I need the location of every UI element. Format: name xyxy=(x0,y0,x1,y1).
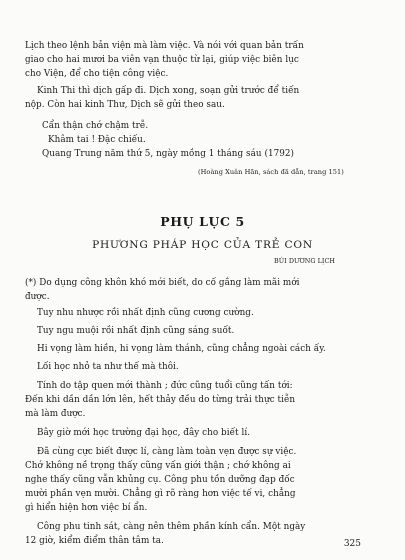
body-line: Lối học nhỏ ta như thế mà thôi. xyxy=(37,362,179,372)
body-line: Hi vọng làm hiền, hi vọng làm thánh, cũng chẳng ngoài cách ấy. xyxy=(37,344,326,354)
body-line: (*) Do dụng công khôn khó mới biết, do cố gắng làm mãi mới xyxy=(25,278,300,288)
decree-date: Quang Trung năm thứ 5, ngày mồng 1 tháng sáu (1792) xyxy=(42,149,295,159)
appendix-title: PHỤ LỤC 5 xyxy=(160,214,245,229)
text-line: Kinh Thi thì dịch gấp đi. Dịch xong, soạn gửi trước để tiến xyxy=(37,86,300,96)
body-line: Tuy nhu nhược rồi nhất định cũng cương cường. xyxy=(37,308,254,318)
decree-line: Khâm tai ! Đặc chiếu. xyxy=(48,135,146,145)
text-line: nộp. Còn hai kinh Thư, Dịch sẽ gửi theo sau. xyxy=(25,100,225,110)
decree-line: Cẩn thận chớ chậm trễ. xyxy=(42,121,149,131)
page-number: 325 xyxy=(343,539,361,549)
text-line: Lịch theo lệnh bản viện mà làm việc. Và nói với quan bản trấn xyxy=(25,41,304,51)
body-line: mà làm được. xyxy=(25,409,86,419)
body-line: gì hiển hiện hơn việc bí ẩn. xyxy=(25,503,148,513)
body-line: Đã cùng cực biết được lí, càng làm toàn vẹn được sự việc. xyxy=(37,447,297,457)
section-title: PHƯƠNG PHÁP HỌC CỦA TRẺ CON xyxy=(92,239,313,251)
author-signature: BÙI DƯƠNG LỊCH xyxy=(274,257,336,265)
text-line: cho Viện, để cho tiện công việc. xyxy=(25,69,169,79)
body-line: Chớ không nề trọng thấy cũng vấn giới thận ; chớ không ai xyxy=(25,461,291,471)
text-line: giao cho hai mươi ba viên vạn thuộc từ lại, giúp việc biên lục xyxy=(25,55,299,65)
body-line: 12 giờ, kiểm điểm thân tâm ta. xyxy=(25,536,164,546)
body-line: mười phần vẹn mười. Chẳng gì rõ ràng hơn việc tế vi, chẳng xyxy=(25,489,296,499)
body-line: nghe thấy cũng vẫn khủng cụ. Công phu tồn dưỡng đạp đốc xyxy=(25,475,295,485)
body-line: Bây giờ mới học trường đại học, đây cho biết lí. xyxy=(37,428,251,438)
citation: (Hoàng Xuân Hãn, sách đã dẫn, trang 151) xyxy=(198,168,344,176)
body-line: Tuy ngu muội rồi nhất định cũng sáng suốt. xyxy=(37,326,235,336)
body-line: Tính do tập quen mới thành ; đức cũng tuổi cũng tấn tới: xyxy=(37,381,293,391)
body-line: Công phu tinh sát, càng nên thêm phần kính cẩn. Một ngày xyxy=(37,522,306,532)
body-line: Đến khi dần dần lớn lên, hết thảy đều do từng trải thực tiễn xyxy=(25,395,296,405)
body-line: được. xyxy=(25,292,50,302)
